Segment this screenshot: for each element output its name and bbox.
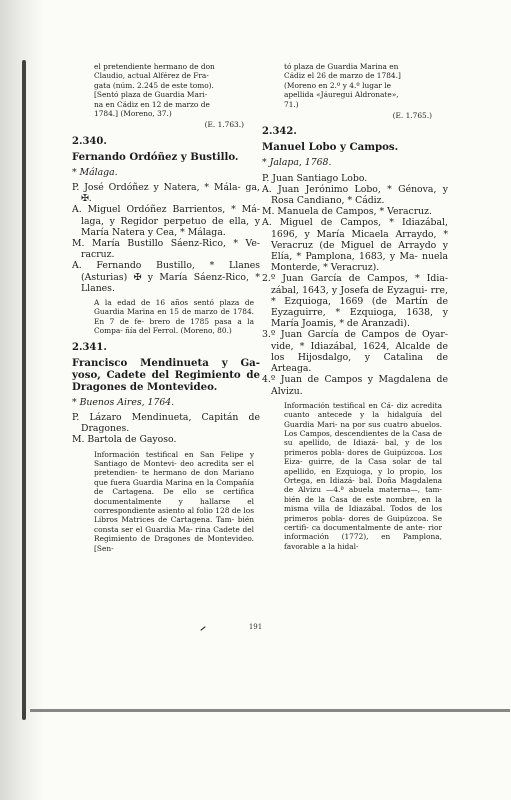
genealogy-line: A. Miguel de Campos, * Idiazábal, 1696, y María Micaela Arraydo, * Veracruz (de Miguel de Arraydo y Elía, * Pamplona, 1683, y Ma- nuela Monterde, * Veracruz). [262, 217, 448, 274]
entry-number-2342: 2.342. [262, 126, 297, 138]
genealogy-line: P. José Ordóñez y Natera, * Mála- ga, ✠. [72, 182, 260, 205]
genealogy-list-2341 [72, 412, 260, 446]
genealogy-list-2340 [72, 182, 260, 294]
intro-line: gata (núm. 2.245 de este tomo). [94, 80, 214, 90]
genealogy-line: M. Manuela de Campos, * Veracruz. [262, 206, 432, 218]
left-column [72, 62, 260, 553]
entry-note-2341: Información testifical en San Felipe y Santiago de Montevi- deo acredita ser el pretendien- te hermano de don Mariano que fuera Guardia Marina en la Compañía de Cartagena. De ello se certifica documentalmente y hallarse el correspondiente asiento al folio 128 de los Libros Matrices de Cartagena. Tam- bién consta ser el Guardia Ma- rina Cadete del Regimiento de Dragones de Montevideo. [Sen- [94, 449, 254, 553]
entry-origin-2341: * Buenos Aires, 1764. [72, 396, 175, 408]
genealogy-list-2342 [262, 173, 448, 397]
left-intro-note [72, 62, 260, 118]
page-number: 191 [248, 623, 263, 631]
page-bottom-edge [30, 709, 510, 712]
intro-line: (Moreno en 2.º y 4.º lugar le [284, 80, 392, 90]
right-column [262, 62, 448, 551]
entry-note-2340: A la edad de 16 años sentó plaza de Guardia Marina en 15 de marzo de 1784. En 7 de fe- brero de 1785 pasa a la Compa- ñía del Ferrol. (Moreno, 80.) [94, 298, 254, 336]
intro-line: Cádiz el 26 de marzo de 1784.] [284, 71, 401, 81]
entry-title-2340: Fernando Ordóñez y Bustillo. [72, 150, 239, 163]
intro-line: apellida «Jáuregui Aldronate», [284, 90, 399, 100]
entry-number-2341: 2.341. [72, 341, 107, 353]
intro-line: na en Cádiz en 12 de marzo de [94, 99, 210, 109]
genealogy-line: 4.º Juan de Campos y Magdalena de Alvizu. [262, 374, 448, 397]
entry-origin-2340: * Málaga. [72, 166, 118, 178]
entry-note-2342: Información testifical en Cá- diz acredita cuanto antecede y la hidalguía del Guardia Mari- na por sus cuatro abuelos. Los Campos, descendientes de la Casa de su apellido, de Idiazá- bal, y de los primeros pobla- dores de Guipúzcoa. Los Eiza- guirre, de la Casa solar de tal apellido, en Ezquioga, y lo propio, los Ortega, en Idiazá- bal. Doña Magdalena de Alvizu —4.ª abuela materna—, tam- bién de la Casa de este nombre, en la misma villa de Idiazábal. Todos de los primeros pobla- dores de Guipúzcoa. Se certifi- ca documentalmente de ante- rior información (1772), en Pamplona, favorable a la hidal- [284, 400, 442, 551]
genealogy-line: M. María Bustillo Sáenz-Rico, * Ve- racruz. [72, 238, 260, 261]
intro-line: Claudio, actual Alférez de Fra- [94, 71, 209, 81]
genealogy-line: P. Juan Santiago Lobo. [262, 172, 368, 184]
genealogy-line: A. Fernando Bustillo, * Llanes (Asturias) ✠ y María Sáenz-Rico, * Llanes. [72, 260, 260, 294]
entry-origin-2342: * Jalapa, 1768. [262, 157, 332, 169]
genealogy-line: P. Lázaro Mendinueta, Capitán de Dragones. [72, 411, 260, 435]
intro-line: [Sentó plaza de Guardia Mari- [94, 90, 208, 100]
entry-title-2341: Francisco Mendinueta y Ga- yoso, Cadete del Regimiento de Dragones de Montevideo. [72, 356, 260, 393]
genealogy-line: A. Juan Jerónimo Lobo, * Génova, y Rosa Candiano, * Cádiz. [262, 183, 448, 207]
genealogy-line: M. Bartola de Gayoso. [72, 434, 177, 446]
genealogy-line: 2.º Juan García de Campos, * Idia- zábal, 1643, y Josefa de Eyzagui- rre, * Ezquioga, 1669 (de Martín de Eyzaguirre, * Ezquioga, 1638, y María Joamis, * de Aranzadi). [262, 273, 448, 330]
left-intro-ref: (E. 1.763.) [204, 120, 244, 130]
intro-line: 71.) [284, 99, 299, 109]
right-intro-ref: (E. 1.765.) [392, 111, 432, 121]
page-edge-line [22, 60, 26, 720]
intro-line: el pretendiente hermano de don [94, 62, 215, 71]
genealogy-line: A. Miguel Ordóñez Barrientos, * Má- laga, y Regidor perpetuo de ella, y María Natera y Cea, * Málaga. [72, 204, 260, 238]
right-intro-note [262, 62, 448, 109]
entry-title-2342: Manuel Lobo y Campos. [262, 141, 399, 154]
genealogy-line: 3.º Juan García de Campos de Oyar- vide, * Idiazábal, 1624, Alcalde de los Hijosdalgo, y Catalina de Arteaga. [262, 329, 448, 375]
entry-number-2340: 2.340. [72, 135, 107, 147]
intro-line: tó plaza de Guardia Marina en [284, 62, 399, 71]
intro-line: 1784.] (Moreno, 37.) [94, 109, 172, 119]
